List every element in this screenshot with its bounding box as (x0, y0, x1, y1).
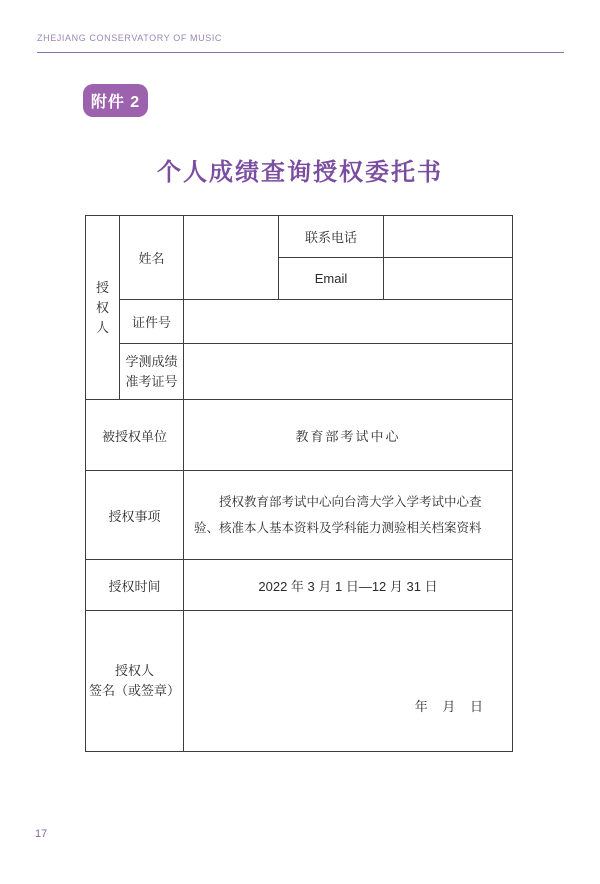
table-row (86, 300, 513, 344)
name-label: 姓名 (120, 216, 184, 300)
authorization-period-label: 授权时间 (86, 560, 184, 611)
table-row (86, 400, 513, 471)
authorization-matters-label: 授权事项 (86, 471, 184, 560)
authorization-form-table (85, 215, 513, 752)
page-number: 17 (35, 828, 48, 840)
signature-label-line1: 授权人 (114, 663, 154, 678)
exam-ticket-label-line2: 准考证号 (125, 373, 178, 389)
exam-ticket-label-line1: 学测成绩 (125, 353, 178, 369)
signature-label-line2: 签名（或签章） (88, 683, 180, 698)
header-divider (37, 52, 564, 53)
table-row (86, 216, 513, 258)
table-row (86, 560, 513, 611)
exam-ticket-label (120, 344, 184, 400)
exam-ticket-input-cell (184, 344, 513, 400)
attachment-badge: 附件 2 (83, 84, 148, 117)
header-brand: ZHEJIANG CONSERVATORY OF MUSIC (37, 33, 223, 43)
date-placeholder: 年 月 日 (414, 699, 483, 714)
authorized-unit-label: 被授权单位 (86, 400, 184, 471)
authorization-matters-value-cell (184, 471, 513, 560)
id-number-label: 证件号 (120, 300, 184, 344)
signature-input-cell (184, 611, 513, 752)
page-title: 个人成绩查询授权委托书 (157, 157, 443, 186)
email-label: Email (279, 258, 384, 300)
id-number-input-cell (184, 300, 513, 344)
authorizer-label: 授权人 (96, 279, 110, 335)
table-row (86, 471, 513, 560)
table-row (86, 344, 513, 400)
authorization-period-value: 2022 年 3 月 1 日—12 月 31 日 (184, 560, 513, 611)
phone-label: 联系电话 (279, 216, 384, 258)
authorization-matters-value: 授权教育部考试中心向台湾大学入学考试中心查验、核准本人基本资料及学科能力测验相关档案资料 (194, 495, 482, 535)
email-input-cell (384, 258, 513, 300)
name-input-cell (184, 216, 279, 300)
table-row (86, 611, 513, 752)
authorizer-label-cell (86, 216, 120, 400)
authorized-unit-value: 教育部考试中心 (184, 400, 513, 471)
phone-input-cell (384, 216, 513, 258)
signature-label (86, 611, 184, 752)
